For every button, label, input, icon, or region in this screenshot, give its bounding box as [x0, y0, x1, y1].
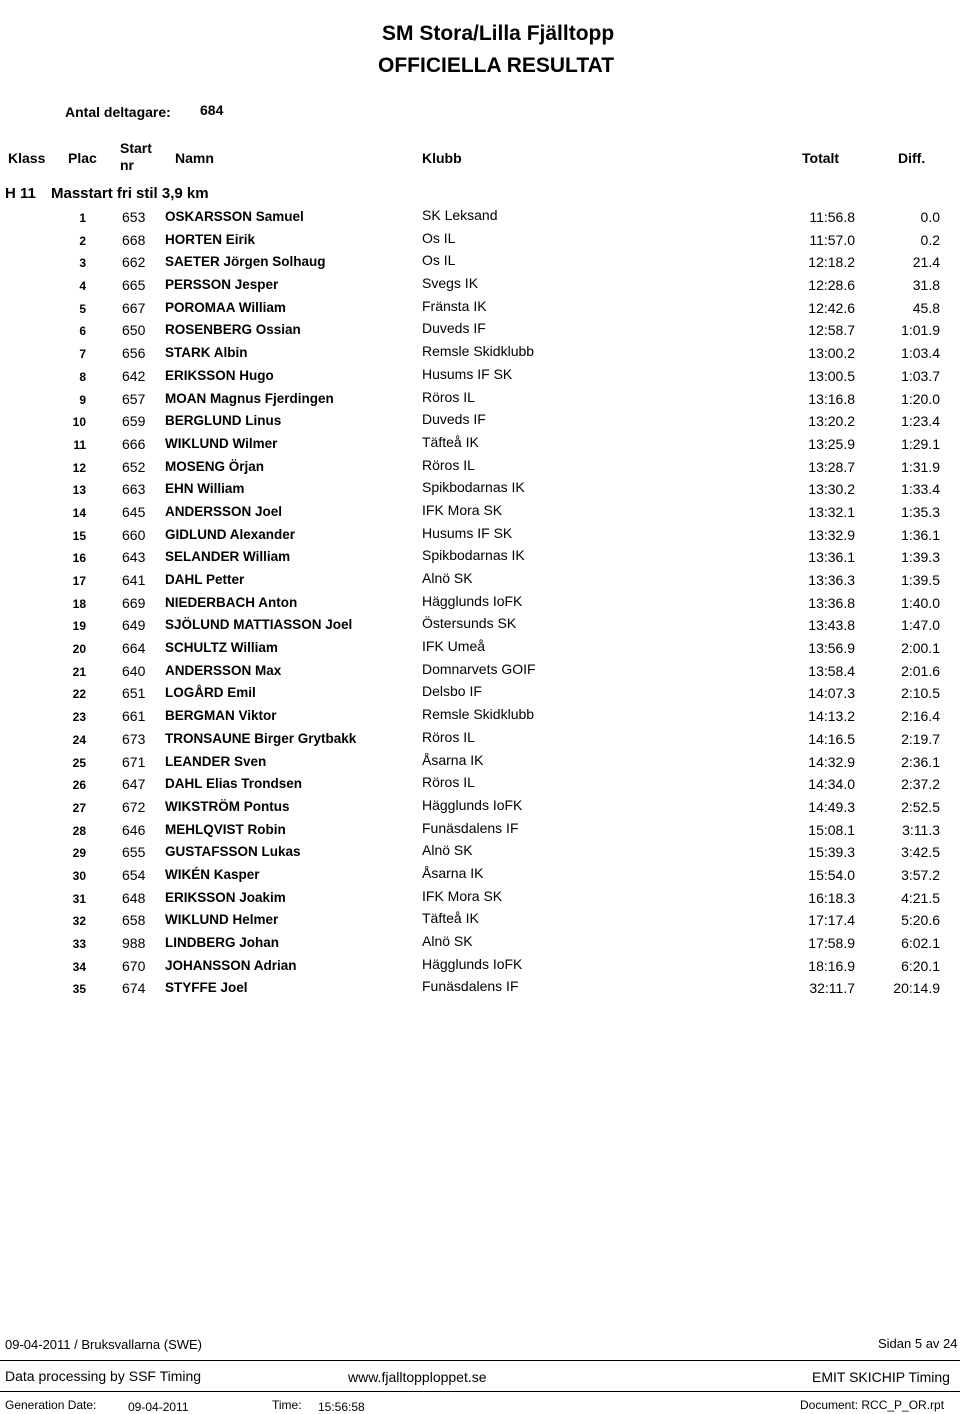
- result-name: MEHLQVIST Robin: [165, 821, 286, 837]
- result-name: JOHANSSON Adrian: [165, 957, 297, 973]
- footer-page-number: Sidan 5 av 24: [878, 1336, 958, 1351]
- result-diff: 2:16.4: [901, 708, 940, 725]
- result-total-time: 14:49.3: [808, 798, 855, 815]
- result-name: LINDBERG Johan: [165, 935, 280, 950]
- result-place: 30: [72, 868, 86, 883]
- column-header-start-line2: nr: [120, 157, 134, 173]
- result-diff: 1:47.0: [901, 617, 940, 634]
- table-row: [0, 682, 960, 705]
- result-total-time: 13:36.3: [808, 572, 855, 588]
- result-total-time: 15:39.3: [808, 844, 855, 861]
- column-header-start-nr: [120, 140, 160, 174]
- result-name: WIKLUND Helmer: [165, 912, 279, 928]
- result-diff: 5:20.6: [901, 912, 940, 929]
- result-place: 21: [72, 664, 86, 679]
- table-row: [0, 229, 960, 252]
- result-place: 3: [79, 256, 86, 271]
- result-start-nr: 671: [122, 753, 146, 770]
- table-row: [0, 864, 960, 887]
- result-diff: 0.0: [920, 209, 940, 225]
- result-total-time: 17:17.4: [808, 912, 855, 929]
- result-start-nr: 655: [122, 844, 146, 861]
- result-total-time: 14:13.2: [808, 708, 855, 725]
- result-name: PERSSON Jesper: [165, 277, 279, 293]
- result-club: IFK Umeå: [422, 638, 486, 655]
- result-total-time: 15:08.1: [808, 821, 855, 838]
- result-total-time: 14:16.5: [808, 730, 855, 747]
- result-diff: 1:33.4: [901, 481, 940, 498]
- result-club: Hägglunds IoFK: [422, 955, 523, 972]
- result-total-time: 32:11.7: [809, 980, 855, 997]
- column-header-klass: Klass: [8, 150, 46, 166]
- result-club: IFK Mora SK: [422, 887, 503, 904]
- result-diff: 4:21.5: [901, 889, 940, 906]
- result-start-nr: 651: [122, 685, 146, 702]
- result-name: GIDLUND Alexander: [165, 526, 296, 542]
- result-place: 26: [72, 778, 86, 793]
- result-diff: 3:11.3: [902, 821, 940, 838]
- result-place: 25: [72, 755, 86, 770]
- result-diff: 6:02.1: [901, 935, 940, 951]
- table-row: [0, 887, 960, 910]
- result-club: Röros IL: [422, 456, 475, 473]
- result-start-nr: 656: [122, 345, 146, 362]
- footer-divider-top: [0, 1360, 960, 1361]
- result-start-nr: 653: [122, 209, 146, 225]
- result-total-time: 13:56.9: [808, 640, 855, 657]
- footer-document: Document: RCC_P_OR.rpt: [800, 1398, 945, 1412]
- result-club: Remsle Skidklubb: [422, 343, 535, 360]
- result-diff: 1:39.5: [901, 572, 940, 588]
- result-place: 31: [72, 891, 86, 906]
- result-diff: 2:52.5: [901, 798, 940, 815]
- result-start-nr: 670: [122, 957, 146, 974]
- page-subtitle: OFFICIELLA RESULTAT: [378, 54, 615, 77]
- result-start-nr: 660: [122, 526, 146, 543]
- result-place: 10: [72, 415, 86, 430]
- result-total-time: 17:58.9: [808, 935, 855, 951]
- footer-timing-system: EMIT SKICHIP Timing: [812, 1369, 950, 1385]
- table-row: [0, 728, 960, 751]
- result-total-time: 12:28.6: [808, 277, 855, 294]
- result-name: STYFFE Joel: [165, 980, 248, 996]
- result-place: 14: [72, 505, 86, 520]
- result-total-time: 13:36.8: [808, 594, 855, 611]
- result-start-nr: 674: [122, 980, 146, 997]
- result-start-nr: 661: [122, 708, 146, 725]
- result-place: 7: [79, 347, 86, 362]
- result-club: Hägglunds IoFK: [422, 592, 523, 609]
- result-club: Alnö SK: [422, 842, 473, 859]
- table-row: [0, 592, 960, 615]
- result-place: 28: [72, 823, 86, 838]
- table-row: [0, 955, 960, 978]
- result-place: 20: [72, 642, 86, 657]
- result-start-nr: 659: [122, 413, 146, 430]
- result-diff: 1:40.0: [901, 594, 940, 611]
- result-club: Täfteå IK: [422, 910, 479, 927]
- result-start-nr: 665: [122, 277, 146, 294]
- result-club: Os IL: [422, 252, 456, 269]
- result-diff: 21.4: [912, 254, 940, 271]
- footer-date-place: 09-04-2011 / Bruksvallarna (SWE): [5, 1337, 203, 1352]
- result-place: 18: [72, 596, 86, 611]
- result-club: Svegs IK: [422, 275, 479, 292]
- result-start-nr: 641: [122, 572, 146, 588]
- result-start-nr: 988: [122, 935, 146, 951]
- table-row: [0, 773, 960, 796]
- result-diff: 45.8: [912, 299, 940, 316]
- result-club: Husums IF SK: [422, 365, 513, 382]
- table-row: [0, 251, 960, 274]
- result-start-nr: 648: [122, 889, 146, 906]
- result-start-nr: 663: [122, 481, 146, 498]
- result-total-time: 13:32.9: [808, 526, 855, 543]
- result-name: OSKARSSON Samuel: [165, 209, 304, 224]
- result-club: Åsarna IK: [422, 864, 484, 881]
- result-name: DAHL Petter: [165, 572, 245, 587]
- result-name: NIEDERBACH Anton: [165, 594, 298, 610]
- result-total-time: 13:28.7: [808, 458, 855, 475]
- result-start-nr: 640: [122, 662, 146, 679]
- result-name: POROMAA William: [165, 299, 286, 315]
- result-diff: 1:39.3: [901, 549, 940, 566]
- result-place: 6: [79, 324, 86, 339]
- result-diff: 2:36.1: [901, 753, 940, 770]
- table-row: [0, 841, 960, 864]
- result-place: 16: [72, 551, 86, 566]
- column-header-start-line1: Start: [120, 140, 152, 156]
- footer-divider-bottom: [0, 1391, 960, 1392]
- result-place: 17: [72, 574, 86, 588]
- table-row: [0, 977, 960, 1000]
- class-code: H 11: [5, 185, 36, 202]
- footer-data-processing: Data processing by SSF Timing: [5, 1368, 202, 1384]
- table-row: [0, 705, 960, 728]
- result-start-nr: 652: [122, 458, 146, 475]
- result-club: Funäsdalens IF: [422, 819, 519, 836]
- table-row: [0, 751, 960, 774]
- result-name: BERGMAN Viktor: [165, 708, 277, 724]
- result-place: 35: [72, 982, 86, 997]
- result-place: 8: [79, 369, 86, 384]
- result-name: SJÖLUND MATTIASSON Joel: [165, 617, 353, 633]
- result-diff: 2:19.7: [901, 730, 940, 747]
- result-total-time: 13:00.5: [808, 367, 855, 384]
- result-name: ERIKSSON Hugo: [165, 367, 274, 383]
- result-name: LOGÅRD Emil: [165, 685, 256, 701]
- result-total-time: 12:18.2: [808, 254, 855, 271]
- result-name: HORTEN Eirik: [165, 231, 256, 247]
- result-name: WIKLUND Wilmer: [165, 435, 278, 451]
- result-place: 22: [72, 687, 86, 702]
- result-diff: 1:29.1: [901, 435, 940, 452]
- result-start-nr: 645: [122, 503, 146, 520]
- result-start-nr: 650: [122, 322, 146, 339]
- table-row: [0, 456, 960, 479]
- result-diff: 0.2: [920, 231, 940, 248]
- result-total-time: 14:32.9: [808, 753, 855, 770]
- result-diff: 2:00.1: [901, 640, 940, 657]
- result-total-time: 13:36.1: [808, 549, 855, 566]
- result-diff: 2:37.2: [901, 776, 940, 793]
- table-row: [0, 365, 960, 388]
- result-total-time: 11:57.0: [809, 231, 855, 248]
- result-club: Duveds IF: [422, 320, 486, 337]
- result-name: BERGLUND Linus: [165, 413, 282, 429]
- result-club: Spikbodarnas IK: [422, 479, 525, 496]
- result-club: Röros IL: [422, 728, 475, 745]
- result-diff: 1:36.1: [901, 526, 940, 543]
- table-row: [0, 524, 960, 547]
- result-start-nr: 642: [122, 367, 146, 384]
- result-club: Funäsdalens IF: [422, 978, 519, 995]
- result-place: 11: [73, 437, 86, 452]
- result-name: SAETER Jörgen Solhaug: [165, 254, 326, 270]
- result-place: 19: [72, 619, 86, 634]
- table-row: [0, 614, 960, 637]
- result-club: Östersunds SK: [422, 615, 517, 632]
- table-row: [0, 206, 960, 229]
- result-name: EHN William: [165, 481, 245, 497]
- table-row: [0, 478, 960, 501]
- table-row: [0, 546, 960, 569]
- result-total-time: 15:54.0: [808, 866, 855, 883]
- result-name: WIKÉN Kasper: [165, 866, 260, 882]
- result-total-time: 11:56.8: [809, 209, 855, 225]
- result-club: Domnarvets GOIF: [422, 660, 536, 677]
- table-row: [0, 660, 960, 683]
- result-name: WIKSTRÖM Pontus: [165, 798, 290, 814]
- result-place: 27: [72, 800, 86, 815]
- column-header-totalt: Totalt: [802, 150, 840, 166]
- result-name: STARK Albin: [165, 345, 248, 361]
- result-diff: 31.8: [912, 277, 940, 294]
- result-start-nr: 664: [122, 640, 146, 657]
- result-club: Åsarna IK: [422, 751, 484, 768]
- result-name: SELANDER William: [165, 549, 291, 565]
- footer-generation-date-label: Generation Date:: [5, 1398, 97, 1412]
- result-diff: 1:31.9: [901, 458, 940, 475]
- column-header-diff: Diff.: [898, 150, 926, 166]
- result-place: 32: [72, 914, 86, 929]
- table-row: [0, 932, 960, 955]
- column-header-plac: Plac: [68, 150, 97, 166]
- result-diff: 20:14.9: [893, 980, 940, 997]
- table-row: [0, 274, 960, 297]
- result-name: TRONSAUNE Birger Grytbakk: [165, 730, 357, 746]
- result-place: 1: [79, 211, 86, 225]
- footer-time-value: 15:56:58: [318, 1400, 365, 1414]
- result-total-time: 12:58.7: [808, 322, 855, 339]
- table-row: [0, 297, 960, 320]
- result-total-time: 13:20.2: [808, 413, 855, 430]
- result-start-nr: 658: [122, 912, 146, 929]
- table-row: [0, 388, 960, 411]
- table-row: [0, 819, 960, 842]
- result-place: 9: [79, 392, 86, 407]
- result-total-time: 13:32.1: [808, 503, 855, 520]
- result-total-time: 13:43.8: [808, 617, 855, 634]
- result-club: Täfteå IK: [422, 433, 479, 450]
- column-header-klubb: Klubb: [422, 150, 462, 166]
- footer-website: www.fjalltopploppet.se: [348, 1369, 487, 1385]
- result-place: 2: [79, 233, 86, 248]
- result-start-nr: 657: [122, 390, 146, 407]
- table-row: [0, 796, 960, 819]
- result-start-nr: 669: [122, 594, 146, 611]
- result-club: IFK Mora SK: [422, 501, 503, 518]
- table-row: [0, 433, 960, 456]
- result-name: SCHULTZ William: [165, 640, 278, 656]
- result-place: 13: [72, 483, 86, 498]
- result-start-nr: 672: [122, 798, 146, 815]
- result-name: ERIKSSON Joakim: [165, 889, 286, 905]
- result-diff: 6:20.1: [901, 957, 940, 974]
- result-diff: 1:03.7: [901, 367, 940, 384]
- result-name: ANDERSSON Joel: [165, 503, 283, 519]
- result-name: ROSENBERG Ossian: [165, 322, 301, 338]
- footer-time-label: Time:: [272, 1398, 302, 1412]
- result-club: Delsbo IF: [422, 683, 482, 700]
- result-club: Alnö SK: [422, 933, 473, 949]
- result-start-nr: 646: [122, 821, 146, 838]
- result-diff: 3:57.2: [901, 866, 940, 883]
- participants-label: Antal deltagare:: [65, 104, 171, 120]
- result-start-nr: 654: [122, 866, 146, 883]
- result-club: Röros IL: [422, 388, 475, 405]
- result-diff: 1:35.3: [901, 503, 940, 520]
- result-club: Fränsta IK: [422, 297, 487, 314]
- table-row: [0, 501, 960, 524]
- result-club: Hägglunds IoFK: [422, 796, 523, 813]
- participants-value: 684: [200, 102, 224, 118]
- result-diff: 3:42.5: [901, 844, 940, 861]
- result-place: 24: [72, 732, 86, 747]
- class-description: Masstart fri stil 3,9 km: [51, 185, 209, 202]
- result-name: ANDERSSON Max: [165, 662, 282, 678]
- result-name: LEANDER Sven: [165, 753, 267, 769]
- result-place: 23: [72, 710, 86, 725]
- result-name: DAHL Elias Trondsen: [165, 776, 303, 792]
- result-diff: 1:23.4: [901, 413, 940, 430]
- page-title: SM Stora/Lilla Fjälltopp: [382, 22, 615, 45]
- result-club: Duveds IF: [422, 411, 486, 428]
- result-start-nr: 668: [122, 231, 146, 248]
- result-start-nr: 662: [122, 254, 146, 271]
- result-total-time: 18:16.9: [808, 957, 855, 974]
- result-name: MOSENG Örjan: [165, 458, 265, 474]
- column-header-namn: Namn: [175, 150, 214, 166]
- result-place: 4: [79, 279, 86, 294]
- result-total-time: 14:07.3: [808, 685, 855, 702]
- result-total-time: 16:18.3: [808, 889, 855, 906]
- result-start-nr: 667: [122, 299, 146, 316]
- table-row: [0, 569, 960, 592]
- table-row: [0, 342, 960, 365]
- result-place: 34: [72, 959, 86, 974]
- footer-generation-date-value: 09-04-2011: [128, 1400, 189, 1414]
- result-total-time: 13:16.8: [808, 390, 855, 407]
- result-diff: 2:01.6: [901, 662, 940, 679]
- result-total-time: 12:42.6: [808, 299, 855, 316]
- result-total-time: 13:58.4: [808, 662, 855, 679]
- result-club: Remsle Skidklubb: [422, 706, 535, 723]
- result-total-time: 13:25.9: [808, 435, 855, 452]
- result-start-nr: 647: [122, 776, 146, 793]
- result-total-time: 13:30.2: [808, 481, 855, 498]
- results-table: [0, 206, 960, 1000]
- result-start-nr: 649: [122, 617, 146, 634]
- table-row: [0, 319, 960, 342]
- result-name: GUSTAFSSON Lukas: [165, 844, 301, 860]
- result-place: 12: [72, 460, 86, 475]
- result-diff: 2:10.5: [901, 685, 940, 702]
- result-club: Röros IL: [422, 774, 475, 791]
- result-club: Os IL: [422, 229, 456, 246]
- result-name: MOAN Magnus Fjerdingen: [165, 390, 334, 406]
- result-diff: 1:01.9: [901, 322, 940, 339]
- table-row: [0, 410, 960, 433]
- result-place: 15: [72, 528, 86, 543]
- table-row: [0, 637, 960, 660]
- result-start-nr: 643: [122, 549, 146, 566]
- result-place: 33: [72, 937, 86, 951]
- result-club: Spikbodarnas IK: [422, 547, 525, 564]
- result-club: SK Leksand: [422, 207, 498, 223]
- result-place: 5: [79, 301, 86, 316]
- table-row: [0, 909, 960, 932]
- result-place: 29: [72, 846, 86, 861]
- result-total-time: 14:34.0: [808, 776, 855, 793]
- result-club: Husums IF SK: [422, 524, 513, 541]
- result-start-nr: 666: [122, 435, 146, 452]
- result-total-time: 13:00.2: [808, 345, 855, 362]
- result-club: Alnö SK: [422, 570, 473, 586]
- result-start-nr: 673: [122, 730, 146, 747]
- result-diff: 1:03.4: [901, 345, 940, 362]
- result-diff: 1:20.0: [901, 390, 940, 407]
